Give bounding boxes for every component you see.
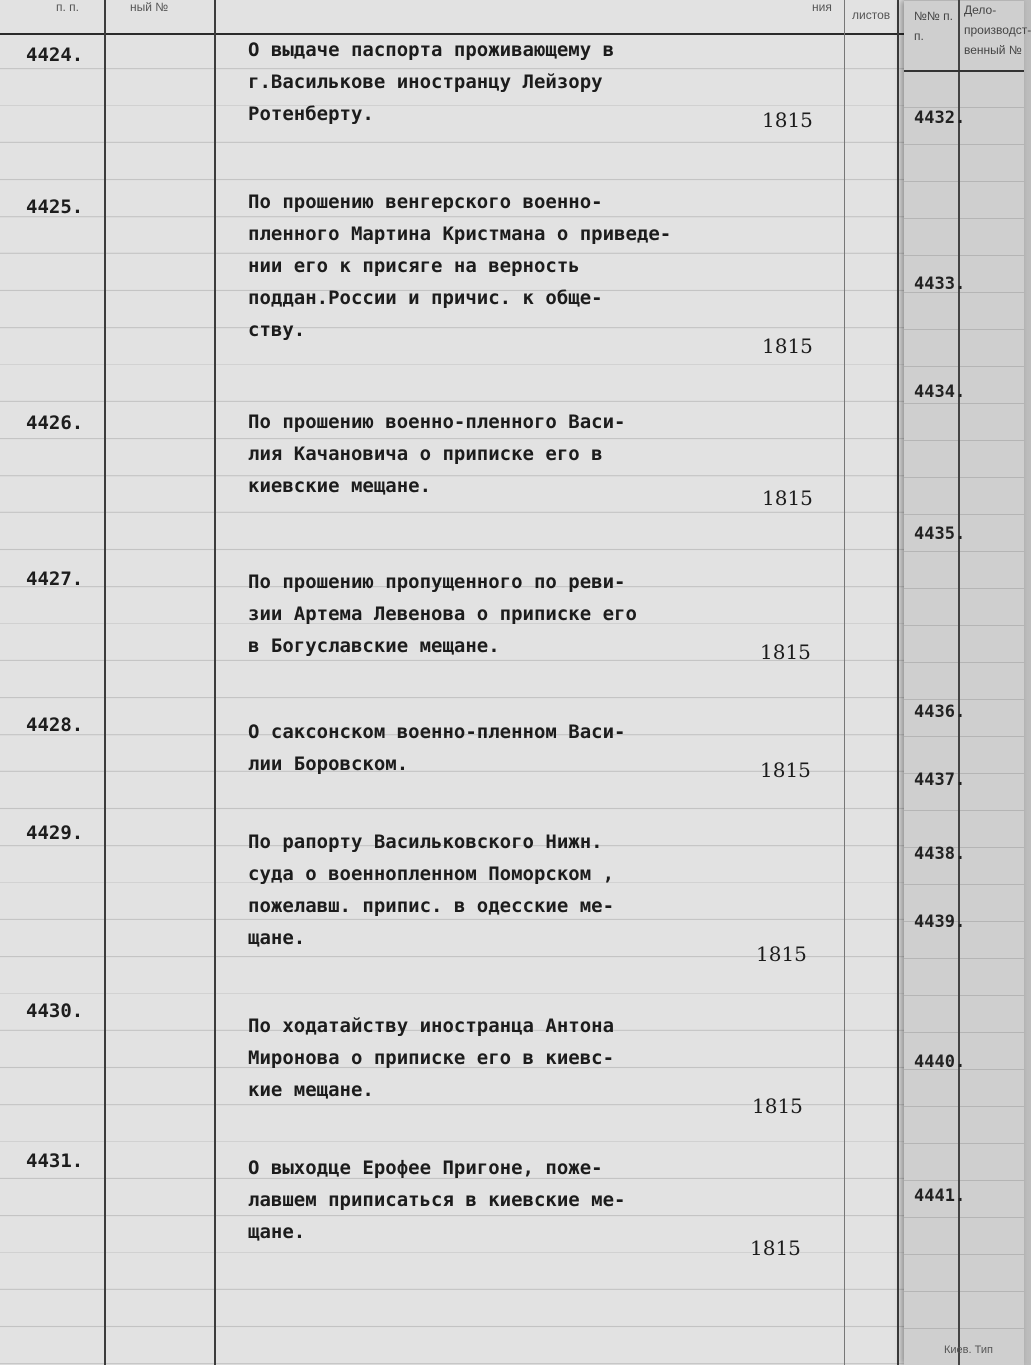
entry-number: 4430. xyxy=(26,1000,84,1022)
entry-description: По прошению пропущенного по реви- зии Артема Левенова о приписке его в Богуславские мещане. xyxy=(248,571,637,657)
next-page-number: 4433. xyxy=(914,274,966,294)
next-page-number: 4439. xyxy=(914,912,966,932)
next-page-number: 4434. xyxy=(914,382,966,402)
next-page-number: 4435. xyxy=(914,524,966,544)
entry-description: О выдаче паспорта проживающему в г.Василькове иностранцу Лейзору Ротенберту. xyxy=(248,39,615,125)
entry-number: 4427. xyxy=(26,568,84,590)
entry-year: 1815 xyxy=(760,758,811,782)
next-page-number: 4438. xyxy=(914,844,966,864)
next-page-number: 4441. xyxy=(914,1186,966,1206)
column-divider-index xyxy=(214,0,216,1365)
entry-year: 1815 xyxy=(760,640,811,664)
entry-number: 4425. xyxy=(26,196,84,218)
entry-year: 1815 xyxy=(750,1236,801,1260)
next-page-number: 4432. xyxy=(914,108,966,128)
entry-number: 4431. xyxy=(26,1150,84,1172)
entry-description: О саксонском военно-пленном Васи- лии Боровском. xyxy=(248,721,626,775)
next-page-number: 4437. xyxy=(914,770,966,790)
register-page-right xyxy=(904,0,1031,1365)
column-divider-number xyxy=(104,0,106,1365)
entry-number: 4424. xyxy=(26,44,84,66)
entry-number: 4426. xyxy=(26,412,84,434)
entry-year: 1815 xyxy=(762,108,813,132)
right-header-col-number: №№ п. п. xyxy=(914,9,953,43)
header-col-dates: ния xyxy=(812,0,832,14)
entry-description: По рапорту Васильковского Нижн. суда о военнопленном Поморском , пожелавш. припис. в одесские ме- щане. xyxy=(248,831,615,949)
entry-description: По ходатайству иностранца Антона Миронова о приписке его в киевс- кие мещане. xyxy=(248,1015,615,1101)
entry-year: 1815 xyxy=(756,942,807,966)
printer-footer: Киев. Тип xyxy=(944,1344,993,1356)
entry-year: 1815 xyxy=(762,334,813,358)
right-column-divider xyxy=(958,0,960,1365)
next-page-number: 4436. xyxy=(914,702,966,722)
header-col-sheets: листов xyxy=(852,8,891,22)
entry-description: По прошению венгерского военно- пленного Мартина Кристмана о приведе- нии его к присяге на верность поддан.России и причис. к обще- ству. xyxy=(248,191,672,341)
header-col-index: ный № xyxy=(130,0,169,14)
column-divider-dates xyxy=(844,0,845,1365)
header-col-number: п. п. xyxy=(56,0,79,14)
right-header-rule xyxy=(904,70,1024,72)
entry-year: 1815 xyxy=(752,1094,803,1118)
entry-year: 1815 xyxy=(762,486,813,510)
entry-number: 4428. xyxy=(26,714,84,736)
right-header-col-production: Дело-производст-венный № xyxy=(964,3,1031,57)
entry-description: О выходце Ерофее Пригоне, поже- лавшем приписаться в киевские ме- щане. xyxy=(248,1157,626,1243)
column-divider-sheets xyxy=(897,0,899,1365)
entry-number: 4429. xyxy=(26,822,84,844)
entry-description: По прошению военно-пленного Васи- лия Качановича о приписке его в киевские мещане. xyxy=(248,411,626,497)
next-page-number: 4440. xyxy=(914,1052,966,1072)
